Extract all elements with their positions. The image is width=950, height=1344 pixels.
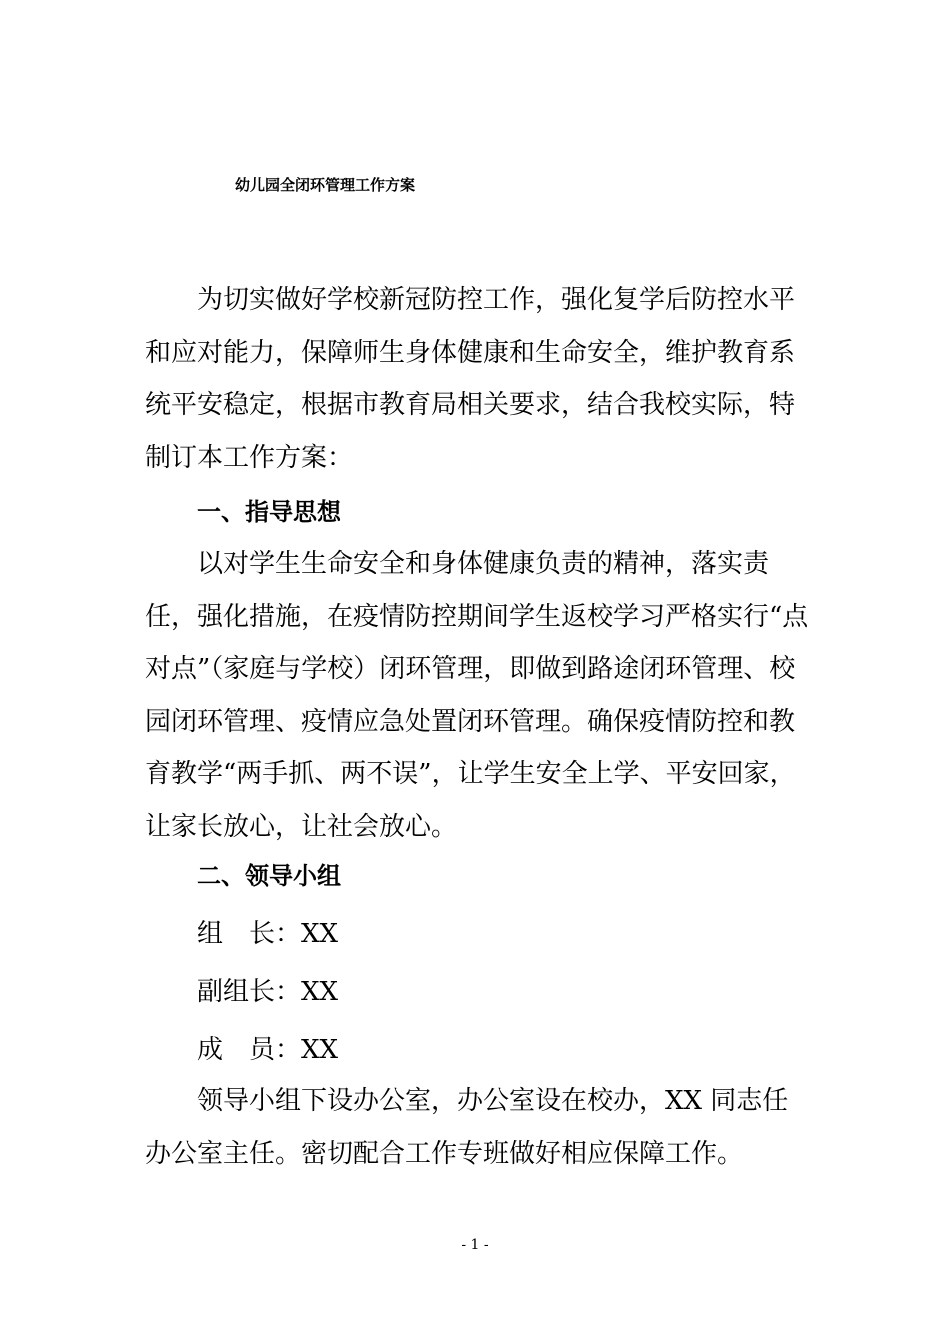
office-paragraph: 领导小组下设办公室，办公室设在校办，XX 同志任办公室主任。密切配合工作专班做好相应保障工作。 (145, 1086, 789, 1169)
section-heading-guiding-ideology: 一、指导思想 (197, 498, 341, 526)
deputy-leader-line: 副组长：XX (197, 977, 339, 1007)
intro-paragraph: 为切实做好学校新冠防控工作，强化复学后防控水平和应对能力，保障师生身体健康和生命安全，维护教育系统平安稳定，根据市教育局相关要求，结合我校实际，特制订本工作方案： (145, 285, 796, 473)
members-line: 成 员：XX (197, 1035, 339, 1065)
guiding-ideology-block (145, 538, 810, 853)
office-paragraph-block (145, 1075, 810, 1180)
section-heading-leadership-group: 二、领导小组 (197, 862, 341, 890)
intro-paragraph-block (145, 274, 810, 484)
group-leader-line: 组 长：XX (197, 919, 339, 949)
page-number: - 1 - (461, 1237, 489, 1253)
guiding-ideology-paragraph: 以对学生生命安全和身体健康负责的精神，落实责任，强化措施，在疫情防控期间学生返校学习严格实行“点对点”（家庭与学校）闭环管理，即做到路途闭环管理、校园闭环管理、疫情应急处置闭环管理。确保疫情防控和教育教学“两手抓、两不误”，让学生安全上学、平安回家，让家长放心，让社会放心。 (145, 549, 809, 842)
document-title: 幼儿园全闭环管理工作方案 (235, 176, 416, 194)
